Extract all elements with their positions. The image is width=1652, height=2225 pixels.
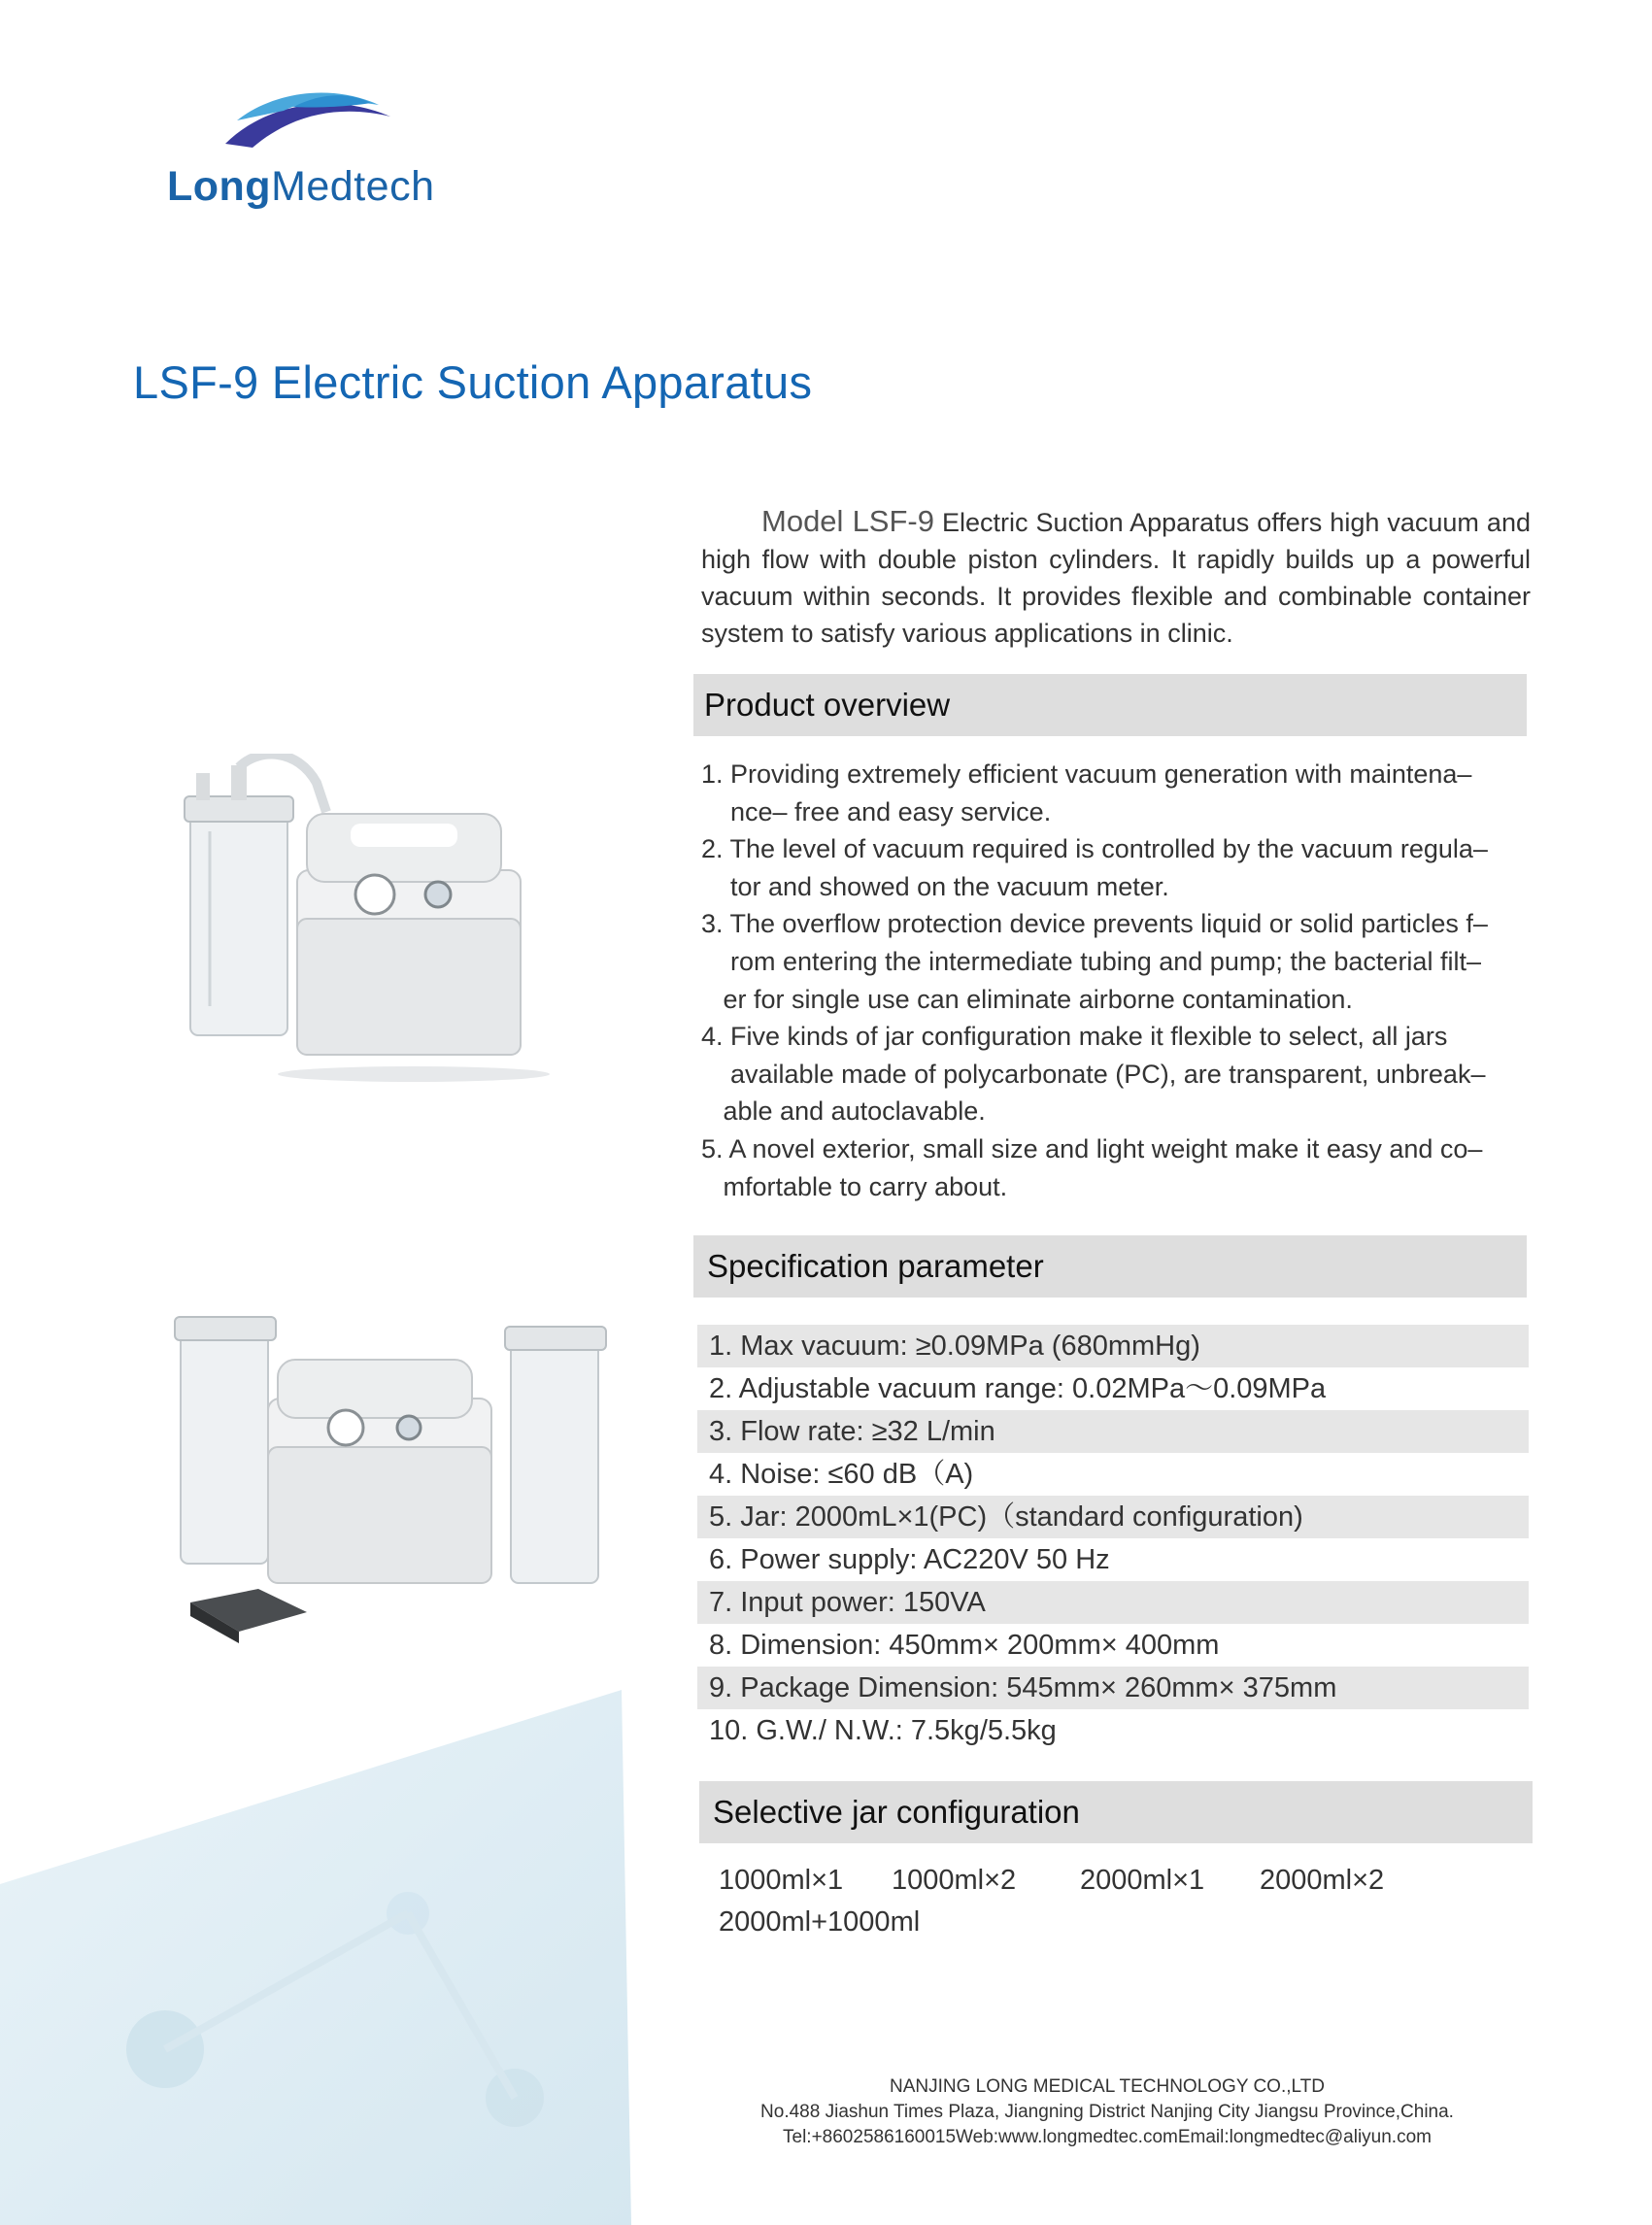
overview-line: 2. The level of vacuum required is controlled by the vacuum regula– xyxy=(701,834,1488,864)
overview-line: able and autoclavable. xyxy=(701,1096,986,1127)
section-heading-product-overview: Product overview xyxy=(693,674,1527,736)
overview-list xyxy=(701,756,1534,1205)
jar-option: 2000ml×1 xyxy=(1080,1865,1205,1896)
document-title: LSF-9 Electric Suction Apparatus xyxy=(133,356,813,408)
overview-line: tor and showed on the vacuum meter. xyxy=(701,871,1169,901)
spec-row: 3. Flow rate: ≥32 L/min xyxy=(697,1410,1529,1453)
overview-line: 4. Five kinds of jar configuration make it flexible to select, all jars xyxy=(701,1022,1448,1052)
spec-row: 2. Adjustable vacuum range: 0.02MPa～0.09MPa xyxy=(709,1373,1327,1404)
spec-row: 6. Power supply: AC220V 50 Hz xyxy=(709,1544,1110,1575)
intro-text: Electric Suction Apparatus offers high vacuum and high flow with double piston cylinders. It rapidly builds up a powerful vacuum within seconds. It provides flexible and combinable container system to satisfy various applications in clinic. xyxy=(701,508,1531,648)
company-logo xyxy=(167,84,478,219)
jar-option: 1000ml×1 xyxy=(719,1865,844,1896)
footer-company: NANJING LONG MEDICAL TECHNOLOGY CO.,LTD xyxy=(890,2076,1325,2097)
overview-line: mfortable to carry about. xyxy=(701,1171,1008,1201)
overview-line: 3. The overflow protection device prevents liquid or solid particles f– xyxy=(701,909,1488,939)
intro-model-lead: Model LSF-9 xyxy=(761,504,934,538)
jar-option: 1000ml×2 xyxy=(892,1865,1017,1896)
jar-option: 2000ml+1000ml xyxy=(719,1906,921,1938)
section-heading-jar-configuration: Selective jar configuration xyxy=(699,1781,1533,1843)
background-wave-decoration xyxy=(0,1690,641,2225)
spec-row: 1. Max vacuum: ≥0.09MPa (680mmHg) xyxy=(697,1325,1529,1367)
overview-line: rom entering the intermediate tubing and pump; the bacterial filt– xyxy=(701,946,1481,976)
spec-row: 4. Noise: ≤60 dB（A) xyxy=(709,1459,974,1490)
spec-table xyxy=(697,1325,1529,1752)
spec-row: 10. G.W./ N.W.: 7.5kg/5.5kg xyxy=(709,1715,1057,1746)
overview-line: 5. A novel exterior, small size and light weight make it easy and co– xyxy=(701,1133,1483,1163)
overview-line: nce– free and easy service. xyxy=(701,796,1052,826)
jar-options-row xyxy=(719,1865,1384,1897)
footer-contact: Tel:+8602586160015Web:www.longmedtec.comEmail:longmedtec@aliyun.com xyxy=(783,2127,1432,2147)
spec-row: 5. Jar: 2000mL×1(PC)（standard configuration) xyxy=(697,1496,1529,1538)
product-photo-single-jar xyxy=(181,754,657,1191)
footer xyxy=(680,2074,1534,2150)
logo-word-medtech: Medtech xyxy=(271,163,435,210)
jar-option: 2000ml×2 xyxy=(1260,1865,1385,1896)
intro-paragraph xyxy=(701,503,1531,652)
product-photo-two-jars-footswitch xyxy=(171,1292,627,1680)
spec-row: 8. Dimension: 450mm× 200mm× 400mm xyxy=(709,1630,1220,1661)
logo-word-long: Long xyxy=(167,163,272,210)
spec-row: 7. Input power: 150VA xyxy=(697,1581,1529,1624)
footer-address: No.488 Jiashun Times Plaza, Jiangning District Nanjing City Jiangsu Province,China. xyxy=(760,2102,1454,2122)
logo-wordmark xyxy=(167,163,435,211)
section-heading-specification: Specification parameter xyxy=(693,1235,1527,1298)
overview-line: 1. Providing extremely efficient vacuum generation with maintena– xyxy=(701,759,1472,789)
overview-line: er for single use can eliminate airborne contamination. xyxy=(701,984,1353,1014)
spec-row: 9. Package Dimension: 545mm× 260mm× 375mm xyxy=(697,1667,1529,1709)
overview-line: available made of polycarbonate (PC), are transparent, unbreak– xyxy=(701,1059,1486,1089)
bird-wave-logo-icon xyxy=(225,84,390,152)
